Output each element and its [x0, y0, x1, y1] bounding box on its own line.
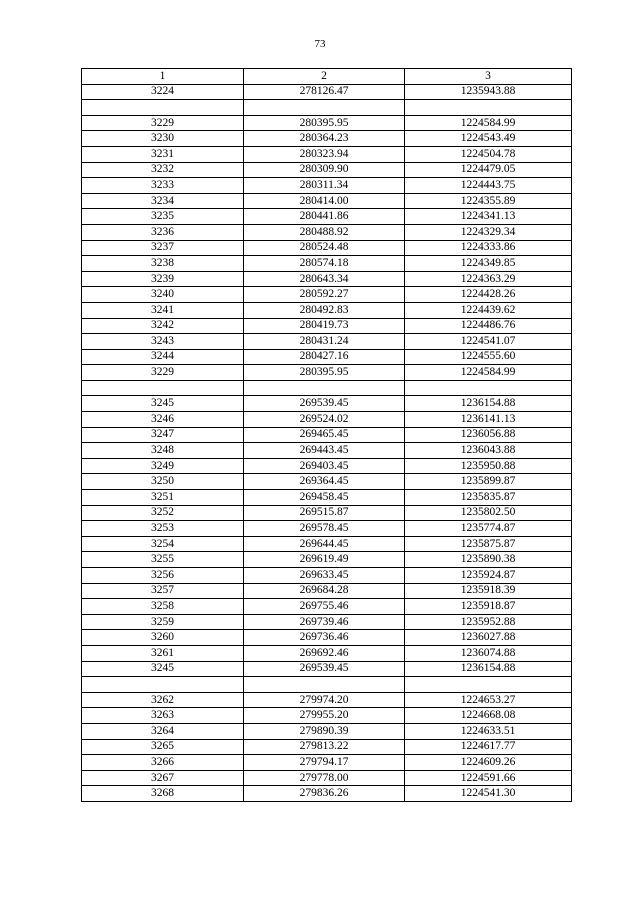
table-cell-col-1: 3232: [82, 162, 244, 178]
table-cell-col-2: 280574.18: [244, 256, 405, 272]
table-cell-col-3: 1224439.62: [405, 302, 572, 318]
table-cell-col-3: [405, 100, 572, 116]
table-row: [82, 396, 572, 412]
table-cell-col-3: 1224653.27: [405, 692, 572, 708]
table-cell-col-1: 3239: [82, 271, 244, 287]
table-row: [82, 505, 572, 521]
table-cell-col-2: 280364.23: [244, 131, 405, 147]
table-row: [82, 256, 572, 272]
table-row: [82, 287, 572, 303]
table-row: [82, 599, 572, 615]
table-row: [82, 474, 572, 490]
table-cell-col-1: 3265: [82, 739, 244, 755]
table-cell-col-2: 280431.24: [244, 334, 405, 350]
table-cell-col-3: 1235835.87: [405, 490, 572, 506]
table-cell-col-2: [244, 677, 405, 693]
table-row: [82, 661, 572, 677]
table-cell-col-3: 1224329.34: [405, 224, 572, 240]
table-row: [82, 193, 572, 209]
table-cell-col-1: 3244: [82, 349, 244, 365]
table-cell-col-1: 3249: [82, 458, 244, 474]
table-cell-col-2: 280524.48: [244, 240, 405, 256]
table-cell-col-3: 1224443.75: [405, 178, 572, 194]
table-cell-col-1: 3247: [82, 427, 244, 443]
table-row: [82, 677, 572, 693]
table-row: [82, 318, 572, 334]
table-row: [82, 630, 572, 646]
page-number: 73: [314, 38, 326, 50]
table-cell-col-2: 269692.46: [244, 645, 405, 661]
table-cell-col-3: 1224541.30: [405, 786, 572, 802]
table-row: [82, 521, 572, 537]
table-cell-col-1: 3268: [82, 786, 244, 802]
table-cell-col-2: 269403.45: [244, 458, 405, 474]
table-cell-col-2: [244, 100, 405, 116]
table-cell-col-3: 1236027.88: [405, 630, 572, 646]
table-cell-col-1: [82, 380, 244, 396]
table-cell-col-3: 1236154.88: [405, 661, 572, 677]
table-row: [82, 131, 572, 147]
table-cell-col-3: 1236043.88: [405, 443, 572, 459]
table-cell-col-1: 3259: [82, 614, 244, 630]
table-cell-col-2: 279974.20: [244, 692, 405, 708]
table-cell-col-1: 3238: [82, 256, 244, 272]
table-cell-col-1: 3231: [82, 146, 244, 162]
table-cell-col-2: 280323.94: [244, 146, 405, 162]
table-row: [82, 240, 572, 256]
table-cell-col-1: 3229: [82, 365, 244, 381]
table-row: [82, 568, 572, 584]
table-row: [82, 271, 572, 287]
table-cell-col-3: 1235875.87: [405, 536, 572, 552]
table-cell-col-1: 3237: [82, 240, 244, 256]
table-cell-col-2: 269364.45: [244, 474, 405, 490]
table-cell-col-2: 279955.20: [244, 708, 405, 724]
table-cell-col-1: 3245: [82, 661, 244, 677]
table-cell-col-2: 269684.28: [244, 583, 405, 599]
table-cell-col-1: 3263: [82, 708, 244, 724]
table-cell-col-2: 279778.00: [244, 770, 405, 786]
table-header: [82, 69, 572, 85]
table-cell-col-2: [244, 380, 405, 396]
table-cell-col-1: 3234: [82, 193, 244, 209]
table-cell-col-1: 3245: [82, 396, 244, 412]
table-cell-col-2: 280441.86: [244, 209, 405, 225]
table-cell-col-1: 3264: [82, 723, 244, 739]
table-cell-col-3: [405, 380, 572, 396]
column-header-3: 3: [405, 69, 572, 85]
table-cell-col-1: 3252: [82, 505, 244, 521]
table-row: [82, 583, 572, 599]
table-cell-col-1: 3236: [82, 224, 244, 240]
table-row: [82, 365, 572, 381]
table-cell-col-1: 3230: [82, 131, 244, 147]
table-cell-col-2: 280592.27: [244, 287, 405, 303]
table-cell-col-1: 3243: [82, 334, 244, 350]
table-cell-col-1: 3256: [82, 568, 244, 584]
table-cell-col-2: 269443.45: [244, 443, 405, 459]
table-cell-col-2: 280419.73: [244, 318, 405, 334]
table-cell-col-2: 269755.46: [244, 599, 405, 615]
table-cell-col-1: 3258: [82, 599, 244, 615]
table-cell-col-3: 1236141.13: [405, 412, 572, 428]
table-cell-col-2: 269515.87: [244, 505, 405, 521]
table-cell-col-2: 269578.45: [244, 521, 405, 537]
table-cell-col-2: 280488.92: [244, 224, 405, 240]
table-row: [82, 349, 572, 365]
table-cell-col-2: 280309.90: [244, 162, 405, 178]
table-row: [82, 162, 572, 178]
table-cell-col-3: 1236074.88: [405, 645, 572, 661]
table-cell-col-2: 269644.45: [244, 536, 405, 552]
table-row: [82, 146, 572, 162]
header-row: [82, 69, 572, 85]
table-cell-col-1: 3248: [82, 443, 244, 459]
table-cell-col-3: 1235950.88: [405, 458, 572, 474]
table-row: [82, 458, 572, 474]
table-cell-col-3: 1224617.77: [405, 739, 572, 755]
table-cell-col-3: 1235899.87: [405, 474, 572, 490]
table-cell-col-3: 1224609.26: [405, 755, 572, 771]
table-row: [82, 708, 572, 724]
table-row: [82, 209, 572, 225]
table-row: [82, 536, 572, 552]
table-cell-col-3: 1224349.85: [405, 256, 572, 272]
table-cell-col-2: 280395.95: [244, 115, 405, 131]
table-cell-col-3: 1224479.05: [405, 162, 572, 178]
table-row: [82, 692, 572, 708]
table-row: [82, 490, 572, 506]
table-row: [82, 786, 572, 802]
table-row: [82, 645, 572, 661]
table-cell-col-3: 1236154.88: [405, 396, 572, 412]
table-cell-col-3: 1224341.13: [405, 209, 572, 225]
table-cell-col-3: 1236056.88: [405, 427, 572, 443]
table-cell-col-3: 1224584.99: [405, 115, 572, 131]
table-cell-col-1: 3257: [82, 583, 244, 599]
table-cell-col-1: 3241: [82, 302, 244, 318]
table-row: [82, 334, 572, 350]
table-cell-col-3: 1224363.29: [405, 271, 572, 287]
table-cell-col-1: 3224: [82, 84, 244, 100]
table-cell-col-2: 280427.16: [244, 349, 405, 365]
table-cell-col-2: 280395.95: [244, 365, 405, 381]
table-cell-col-3: 1224543.49: [405, 131, 572, 147]
table-cell-col-3: 1224428.26: [405, 287, 572, 303]
table-cell-col-1: 3242: [82, 318, 244, 334]
table-cell-col-1: [82, 100, 244, 116]
table-cell-col-1: 3246: [82, 412, 244, 428]
table-cell-col-3: 1235943.88: [405, 84, 572, 100]
table-cell-col-1: 3261: [82, 645, 244, 661]
table-cell-col-3: 1235802.50: [405, 505, 572, 521]
table-cell-col-2: 269633.45: [244, 568, 405, 584]
table-cell-col-1: 3233: [82, 178, 244, 194]
table-cell-col-1: 3250: [82, 474, 244, 490]
table-row: [82, 723, 572, 739]
table-cell-col-1: 3262: [82, 692, 244, 708]
coordinates-table: [81, 68, 572, 802]
table-row: [82, 115, 572, 131]
table-cell-col-2: 269524.02: [244, 412, 405, 428]
table-cell-col-3: 1224355.89: [405, 193, 572, 209]
table-cell-col-3: 1235918.87: [405, 599, 572, 615]
table-row: [82, 755, 572, 771]
column-header-2: 2: [244, 69, 405, 85]
table-cell-col-2: 280643.34: [244, 271, 405, 287]
table-row: [82, 552, 572, 568]
table-row: [82, 770, 572, 786]
table-cell-col-1: [82, 677, 244, 693]
table-cell-col-1: 3240: [82, 287, 244, 303]
table-cell-col-3: 1224541.07: [405, 334, 572, 350]
table-cell-col-1: 3266: [82, 755, 244, 771]
table-row: [82, 178, 572, 194]
table-cell-col-3: 1224584.99: [405, 365, 572, 381]
table-cell-col-3: 1224504.78: [405, 146, 572, 162]
table-cell-col-1: 3235: [82, 209, 244, 225]
table-cell-col-3: 1235924.87: [405, 568, 572, 584]
table-cell-col-3: [405, 677, 572, 693]
table-row: [82, 84, 572, 100]
table-cell-col-1: 3254: [82, 536, 244, 552]
table-row: [82, 427, 572, 443]
table-cell-col-1: 3255: [82, 552, 244, 568]
table-cell-col-2: 280414.00: [244, 193, 405, 209]
table-cell-col-2: 279890.39: [244, 723, 405, 739]
table-row: [82, 739, 572, 755]
table-cell-col-2: 269736.46: [244, 630, 405, 646]
table-row: [82, 412, 572, 428]
table-cell-col-2: 269539.45: [244, 396, 405, 412]
table-cell-col-3: 1224555.60: [405, 349, 572, 365]
table-cell-col-1: 3229: [82, 115, 244, 131]
table-cell-col-3: 1235890.38: [405, 552, 572, 568]
table-cell-col-3: 1224668.08: [405, 708, 572, 724]
table-cell-col-2: 279836.26: [244, 786, 405, 802]
table-cell-col-2: 269619.49: [244, 552, 405, 568]
table-cell-col-2: 269458.45: [244, 490, 405, 506]
table-cell-col-2: 280492.83: [244, 302, 405, 318]
table-cell-col-2: 278126.47: [244, 84, 405, 100]
table-cell-col-1: 3260: [82, 630, 244, 646]
table-cell-col-3: 1224633.51: [405, 723, 572, 739]
table-cell-col-1: 3253: [82, 521, 244, 537]
table-cell-col-1: 3267: [82, 770, 244, 786]
table-cell-col-2: 269465.45: [244, 427, 405, 443]
table-body: [82, 84, 572, 801]
table-row: [82, 443, 572, 459]
table-row: [82, 302, 572, 318]
table-cell-col-2: 279794.17: [244, 755, 405, 771]
table-cell-col-2: 280311.34: [244, 178, 405, 194]
table-row: [82, 614, 572, 630]
table-cell-col-2: 269539.45: [244, 661, 405, 677]
table-cell-col-2: 279813.22: [244, 739, 405, 755]
table-cell-col-3: 1235774.87: [405, 521, 572, 537]
table-cell-col-1: 3251: [82, 490, 244, 506]
table-cell-col-3: 1224591.66: [405, 770, 572, 786]
column-header-1: 1: [82, 69, 244, 85]
table-row: [82, 380, 572, 396]
table-cell-col-2: 269739.46: [244, 614, 405, 630]
table-cell-col-3: 1224333.86: [405, 240, 572, 256]
table-row: [82, 100, 572, 116]
table-cell-col-3: 1224486.76: [405, 318, 572, 334]
table-row: [82, 224, 572, 240]
table-cell-col-3: 1235952.88: [405, 614, 572, 630]
table-cell-col-3: 1235918.39: [405, 583, 572, 599]
